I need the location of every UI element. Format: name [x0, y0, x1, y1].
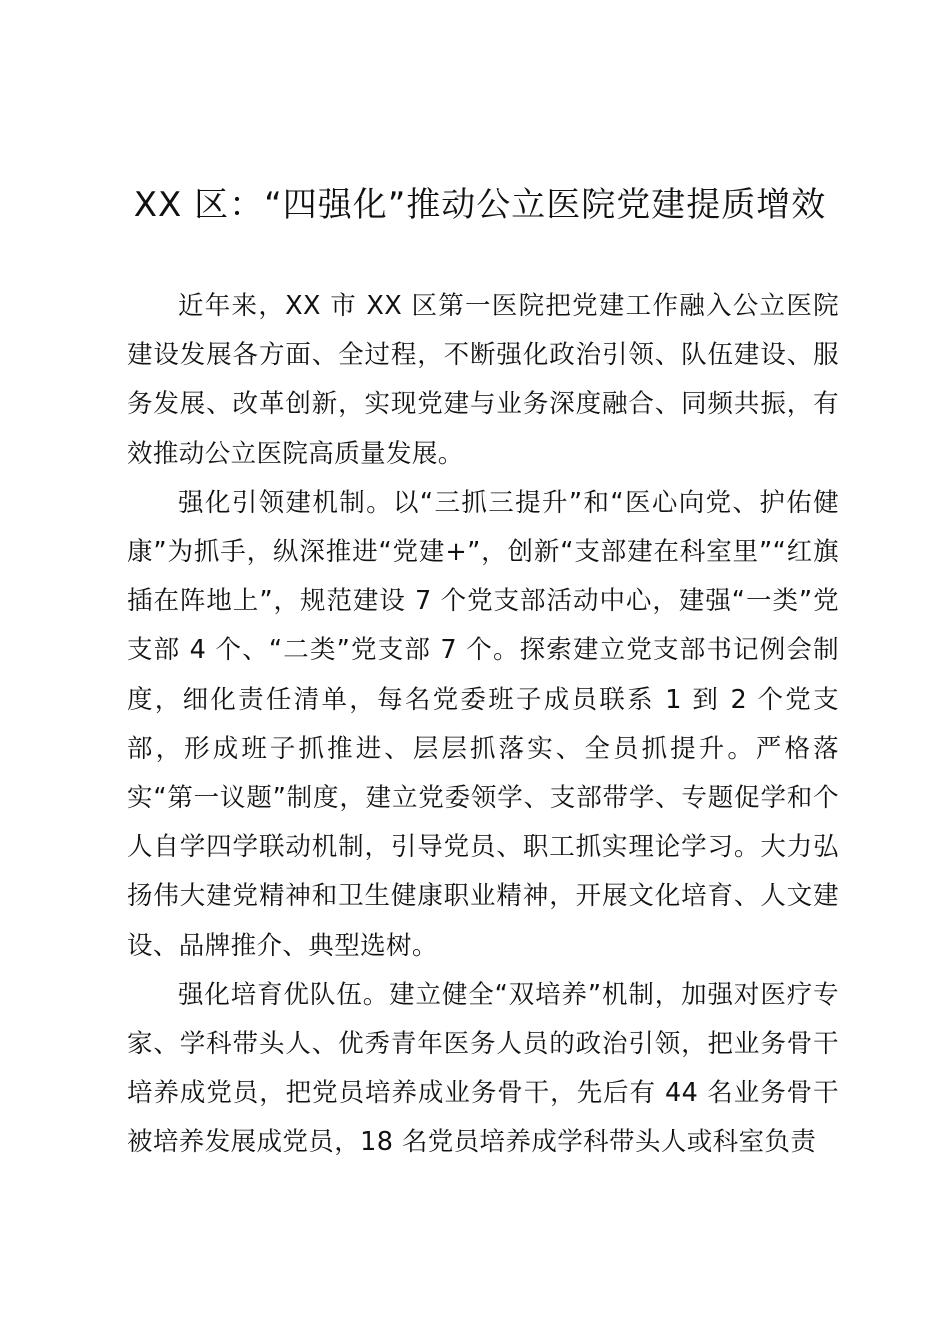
paragraph-intro: 近年来，XX 市 XX 区第一医院把党建工作融入公立医院建设发展各方面、全过程，不断强化政治引领、队伍建设、服务发展、改革创新，实现党建与业务深度融合、同频共振，有效推动公立医院高质量发展。 — [127, 291, 839, 469]
paragraph-mechanism: 强化引领建机制。以“三抓三提升”和“医心向党、护佑健康”为抓手，纵深推进“党建+”，创新“支部建在科室里”“红旗插在阵地上”，规范建设 7 个党支部活动中心，建强“一类”党支部 4 个、“二类”党支部 7 个。探索建立党支部书记例会制度，细化责任清单，每名党委班子成员联系 1 到 2 个党支部，形成班子抓推进、层层抓落实、全员抓提升。严格落实“第一议题”制度，建立党委领学、支部带学、专题促学和个人自学四学联动机制，引导党员、职工抓实理论学习。大力弘扬伟大建党精神和卫生健康职业精神，开展文化培育、人文建设、品牌推介、典型选树。 — [127, 487, 839, 961]
paragraph-team: 强化培育优队伍。建立健全“双培养”机制，加强对医疗专家、学科带头人、优秀青年医务人员的政治引领，把业务骨干培养成党员，把党员培养成业务骨干，先后有 44 名业务骨干被培养发展成党员，18 名党员培养成学科带头人或科室负责 — [127, 979, 839, 1158]
document-body — [127, 282, 839, 1168]
document-title: XX 区：“四强化”推动公立医院党建提质增效 — [133, 185, 827, 225]
